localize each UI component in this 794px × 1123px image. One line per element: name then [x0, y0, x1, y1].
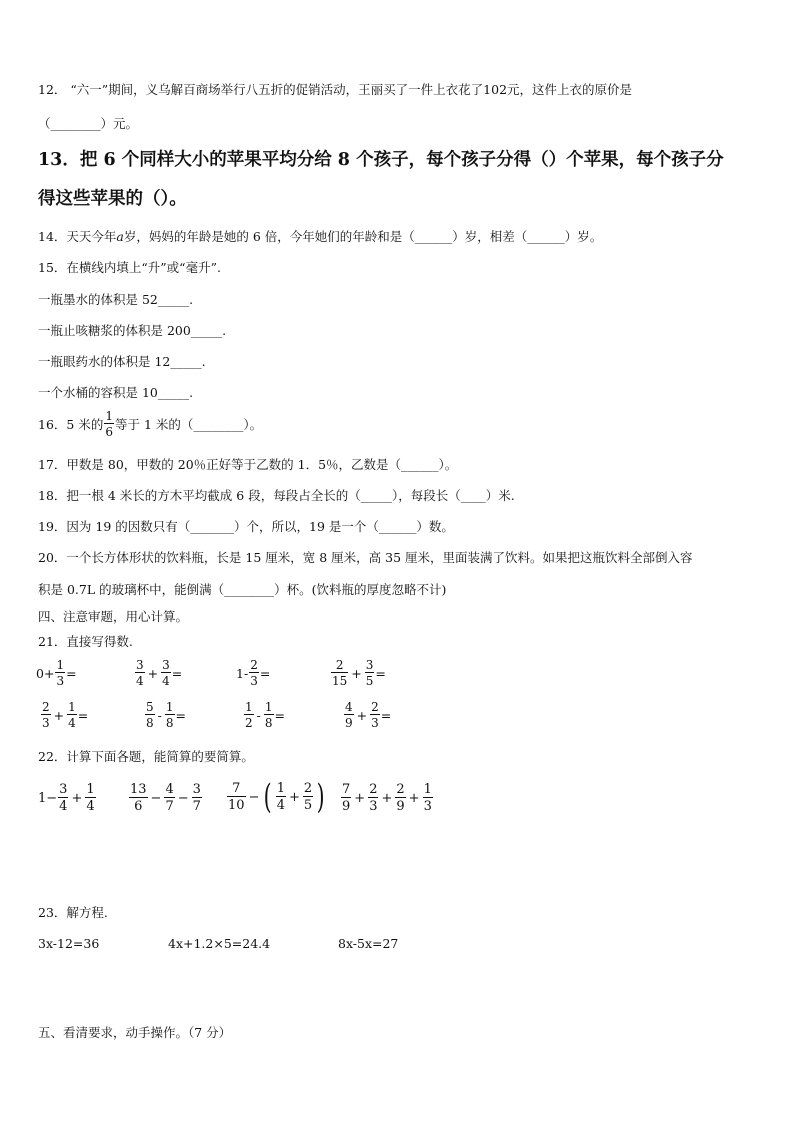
fraction: $\frac{1}{2}$ [245, 700, 253, 730]
q19: 19．因为 19 的因数只有（_______）个，所以，19 是一个（______）数。 [38, 519, 454, 534]
fraction: $\frac{7}{9}$ [342, 782, 351, 814]
fraction: $\frac{7}{10}$ [228, 781, 245, 813]
fraction: $\frac{1}{3}$ [423, 782, 432, 814]
q21-expr-4: $\frac{2}{15}$ + $\frac{3}{5}$ = [332, 658, 386, 688]
q22-title: 22．计算下面各题，能简算的要简算。 [38, 749, 254, 764]
fraction: $\frac{2}{3}$ [371, 700, 379, 730]
q16 [38, 410, 262, 438]
fraction: $\frac{1}{4}$ [68, 700, 76, 730]
q20-line2: 积是 0.7L 的玻璃杯中，能倒满（________）杯。(饮料瓶的厚度忽略不计) [38, 582, 447, 597]
q15-item: 一个水桶的容积是 10_____. [38, 385, 194, 400]
fraction: $\frac{2}{15}$ [332, 658, 348, 688]
fraction: $\frac{2}{5}$ [303, 781, 313, 813]
q21-expr-8: $\frac{4}{9}$ + $\frac{2}{3}$ = [345, 700, 392, 730]
q21-expr-2: $\frac{3}{4}$ + $\frac{3}{4}$ = [136, 658, 183, 688]
q21-expr-1: 0+ $\frac{1}{3}$ = [36, 658, 77, 688]
fraction: $\frac{2}{9}$ [396, 782, 405, 814]
section-4-heading: 四、注意审题，用心计算。 [38, 609, 189, 624]
q15-item: 一瓶眼药水的体积是 12_____. [38, 354, 206, 369]
fraction: $\frac{1}{8}$ [165, 700, 174, 730]
q21-expr-7: $\frac{1}{2}$ - $\frac{1}{8}$ = [245, 700, 285, 730]
fraction: $\frac{5}{8}$ [146, 700, 154, 730]
fraction: $\frac{2}{3}$ [250, 658, 258, 688]
fraction: $\frac{13}{6}$ [130, 782, 147, 814]
fraction: $\frac{1}{6}$ [105, 409, 113, 439]
q14-pre: 14．天天今年 [38, 229, 117, 244]
fraction: $\frac{3}{4}$ [162, 658, 170, 688]
q17: 17．甲数是 80，甲数的 20％正好等于乙数的 1．5％，乙数是（______）。 [38, 457, 458, 472]
fraction: $\frac{3}{5}$ [365, 658, 374, 688]
q15-title: 15．在横线内填上“升”或“毫升”. [38, 260, 221, 275]
q18: 18．把一根 4 米长的方木平均截成 6 段，每段占全长的（_____），每段长（____）米. [38, 488, 515, 503]
fraction: $\frac{3}{4}$ [136, 658, 144, 688]
q22-expr-3: $\frac{7}{10}$ − ( $\frac{1}{4}$ + $\frac{2}{5}$ ) [228, 777, 325, 817]
q23-eq-2: 4x+1.2×5=24.4 [168, 936, 271, 951]
q13-line1: 13．把 6 个同样大小的苹果平均分给 8 个孩子，每个孩子分得（）个苹果，每个孩子分 [38, 150, 724, 170]
fraction: $\frac{1}{3}$ [56, 658, 65, 688]
fraction: $\frac{4}{7}$ [165, 782, 174, 814]
q12-line1: 12． “六一”期间，义乌解百商场举行八五折的促销活动，王丽买了一件上衣花了102元，这件上衣的原价是 [38, 82, 633, 97]
q21-expr-6: $\frac{5}{8}$ - $\frac{1}{8}$ = [146, 700, 186, 730]
q20-line1: 20．一个长方体形状的饮料瓶，长是 15 厘米，宽 8 厘米，高 35 厘米，里面装满了饮料。如果把这瓶饮料全部倒入容 [38, 550, 693, 565]
q21-title: 21．直接写得数. [38, 634, 133, 649]
right-paren: ) [316, 777, 325, 817]
q23-eq-3: 8x-5x=27 [338, 936, 399, 951]
q22-expr-2: $\frac{13}{6}$ − $\frac{4}{7}$ − $\frac{3}{7}$ [130, 782, 201, 814]
q22-expr-1: 1− $\frac{3}{4}$ + $\frac{1}{4}$ [38, 782, 95, 814]
q15-item: 一瓶墨水的体积是 52_____. [38, 292, 194, 307]
fraction: $\frac{1}{4}$ [86, 782, 95, 814]
fraction: $\frac{3}{4}$ [59, 782, 68, 814]
q23-title: 23．解方程. [38, 905, 108, 920]
q15-item: 一瓶止咳糖浆的体积是 200_____. [38, 323, 227, 338]
q13-line2: 得这些苹果的（）。 [38, 189, 187, 209]
q16-post: 等于 1 米的（________）。 [114, 417, 263, 432]
fraction: $\frac{1}{4}$ [276, 781, 285, 813]
q23-eq-1: 3x-12=36 [38, 936, 100, 951]
fraction: $\frac{2}{3}$ [369, 782, 378, 814]
q21-expr-5: $\frac{2}{3}$ + $\frac{1}{4}$ = [42, 700, 89, 730]
q12-line2: （________）元。 [38, 116, 139, 131]
q14-post: 岁，妈妈的年龄是她的 6 倍，今年她们的年龄和是（______）岁，相差（______）岁。 [123, 229, 603, 244]
q21-expr-3: 1- $\frac{2}{3}$ = [236, 658, 271, 688]
fraction: $\frac{1}{8}$ [264, 700, 273, 730]
left-paren: ( [264, 777, 273, 817]
q22-expr-4: $\frac{7}{9}$ + $\frac{2}{3}$ + $\frac{2}{9}$ + $\frac{1}{3}$ [342, 782, 432, 814]
q14-var: a [116, 229, 124, 244]
q14 [38, 229, 602, 245]
section-5-heading: 五、看清要求，动手操作。（7 分） [38, 1025, 232, 1040]
fraction: $\frac{4}{9}$ [345, 700, 353, 730]
q16-pre: 16．5 米的 [38, 417, 104, 432]
fraction: $\frac{2}{3}$ [42, 700, 50, 730]
fraction: $\frac{3}{7}$ [192, 782, 201, 814]
